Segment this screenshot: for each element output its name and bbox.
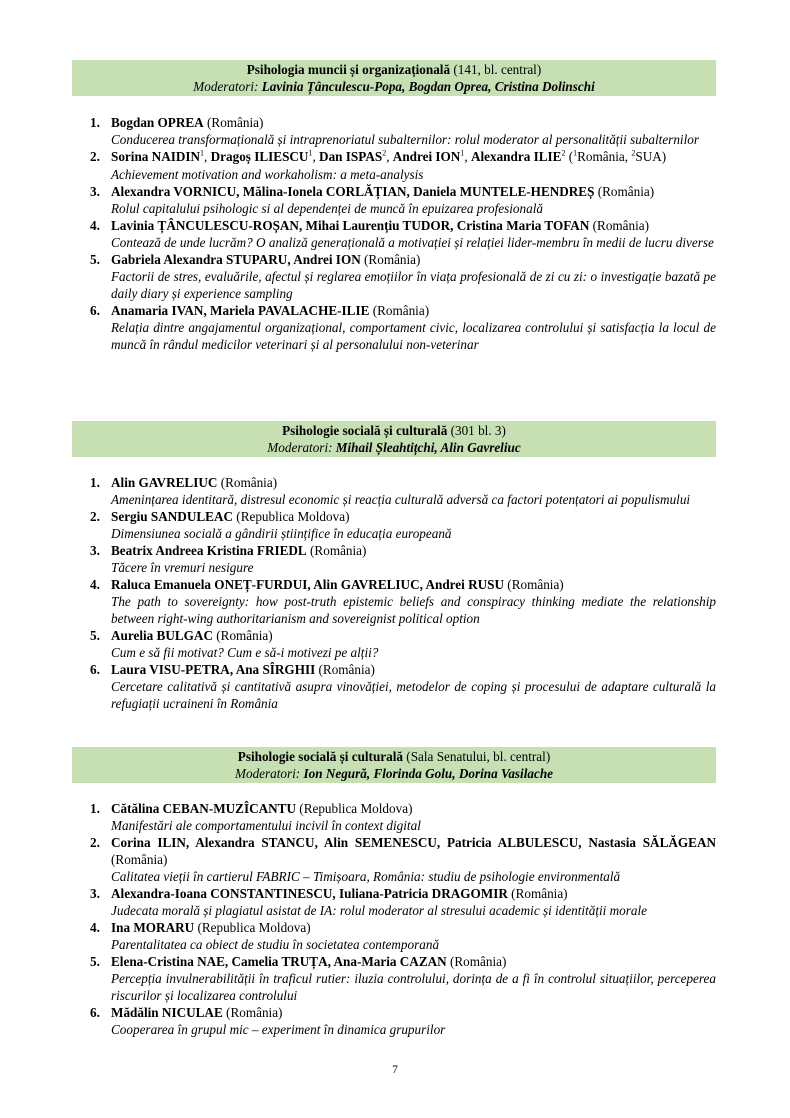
section-title: Psihologie socială și culturală [282,423,448,438]
list-item [72,302,716,353]
item-number: 3. [90,184,100,199]
item-country: (România) [226,1005,283,1020]
section-header [72,747,716,783]
item-country: (România) [207,115,264,130]
presentation-list [72,474,716,712]
item-authors: Sorina NAIDIN$^1$, Dragoș ILIESCU$^1$, Dan ISPAS$^2$, Andrei ION$^1$, Alexandra ILIE$^2$ ($^1$România, $^2$SUA) [111,148,667,164]
item-paper-title: Achievement motivation and workaholism: a meta-analysis [111,167,424,182]
item-paper-title: Rolul capitalului psihologic si al dependenței de muncă în epuizarea profesională [111,201,543,216]
section-work-psychology [72,60,716,353]
item-authors: Alexandra-Ioana CONSTANTINESCU, Iuliana-Patricia DRAGOMIR [111,886,508,901]
item-country: (Republica Moldova) [197,920,311,935]
item-number: 4. [90,920,100,935]
item-paper-title: Calitatea vieții în cartierul FABRIC – Timișoara, România: studiu de psihologie environmentală [111,869,621,884]
item-country: (România) [220,475,278,490]
item-number: 5. [90,628,100,643]
item-number: 6. [90,1005,100,1020]
item-paper-title: Conducerea transformațională și intraprenoriatul subalternilor: rolul moderator al personalității subalternilor [111,132,699,147]
item-paper-title: Tăcere în vremuri nesigure [111,560,254,575]
item-paper-title: Judecata morală și plagiatul asistat de IA: rolul moderator al stresului academic și identității morale [111,903,648,918]
item-number: 2. [90,835,100,850]
item-number: 1. [90,115,100,130]
item-paper-title: The path to sovereignty: how post-truth epistemic beliefs and conspiracy thinking mediate the relationship between right-wing authoritarianism and sovereignist political option [111,594,716,626]
list-item [72,542,716,576]
item-number: 5. [90,954,100,969]
item-authors: Gabriela Alexandra STUPARU, Andrei ION [111,252,361,267]
list-item [72,800,716,834]
item-country: (România) [111,852,168,867]
item-country: (România) [507,577,564,592]
item-country: (România) [310,543,367,558]
item-authors: Anamaria IVAN, Mariela PAVALACHE-ILIE [111,303,370,318]
item-authors: Aurelia BULGAC [111,628,213,643]
section-location: (Sala Senatului, bl. central) [406,749,551,764]
item-paper-title: Relația dintre angajamentul organizațional, comportament civic, localizarea controlului și satisfacția la locul de muncă în rândul medicilor veterinari și al personalului non-veterinar [111,320,716,352]
item-authors: Laura VISU-PETRA, Ana SÎRGHII [111,662,316,677]
section-location: (301 bl. 3) [450,423,506,438]
moderators-names: Ion Negură, Florinda Golu, Dorina Vasilache [303,765,554,781]
item-authors: Mădălin NICULAE [111,1005,223,1020]
item-paper-title: Cercetare calitativă și cantitativă asupra vinovăției, metodelor de coping și procesului de adaptare culturală la refugiații ucraineni în România [111,679,716,711]
item-country: (Republica Moldova) [236,509,350,524]
moderators-names: Lavinia Țânculescu-Popa, Bogdan Oprea, Cristina Dolinschi [261,78,595,94]
presentation-list [72,800,716,1038]
list-item [72,885,716,919]
item-number: 2. [90,149,100,164]
section-header [72,421,716,457]
item-number: 1. [90,801,100,816]
item-number: 2. [90,509,100,524]
item-paper-title: Cooperarea în grupul mic – experiment în dinamica grupurilor [111,1022,446,1037]
list-item [72,953,716,1004]
list-item [72,627,716,661]
item-authors: Bogdan OPREA [111,115,204,130]
moderators-label: Moderatori: [193,78,259,94]
item-authors: Corina ILIN, Alexandra STANCU, Alin SEMENESCU, Patricia ALBULESCU, Nastasia SĂLĂGEAN [111,835,716,850]
list-item [72,576,716,627]
item-authors: Raluca Emanuela ONEȚ-FURDUI, Alin GAVRELIUC, Andrei RUSU [111,577,504,592]
item-authors: Cătălina CEBAN-MUZÎCANTU [111,801,296,816]
section-location: (141, bl. central) [453,62,542,77]
item-number: 3. [90,543,100,558]
item-country: (România) [597,184,655,199]
item-paper-title: Amenințarea identitară, distresul economic și reacția culturală adversă ca factori potențatori ai populismului [111,492,691,507]
item-country: (România) [318,662,375,677]
item-paper-title: Dimensiunea socială a gândirii științifice în educația europeană [111,526,452,541]
list-item [72,474,716,508]
item-paper-title: Manifestări ale comportamentului incivil în context digital [111,818,421,833]
section-social-psychology-301 [72,421,716,712]
moderators-names: Mihail Șleahtițchi, Alin Gavreliuc [335,439,521,455]
list-item [72,114,716,148]
item-authors: Beatrix Andreea Kristina FRIEDL [111,543,307,558]
page-number: 7 [392,1064,398,1076]
section-social-psychology-senate [72,747,716,1038]
item-paper-title: Cum e să fii motivat? Cum e să-i motivezi pe alții? [111,645,379,660]
moderators-label: Moderatori: [267,439,333,455]
item-authors: Alin GAVRELIUC [111,475,218,490]
section-header [72,60,716,96]
item-country: (România) [511,886,568,901]
list-item [72,919,716,953]
item-country: (România) [592,218,650,233]
list-item [72,251,716,302]
list-item [72,183,716,217]
item-paper-title: Parentalitatea ca obiect de studiu în societatea contemporană [111,937,440,952]
item-country: (România) [372,303,430,318]
item-authors: Sergiu SANDULEAC [111,509,233,524]
item-number: 4. [90,577,100,592]
list-item [72,508,716,542]
item-number: 3. [90,886,100,901]
item-authors: Ina MORARU [111,920,195,935]
item-country: (România) [216,628,273,643]
item-authors: Alexandra VORNICU, Mălina-Ionela CORLĂȚIAN, Daniela MUNTELE-HENDREȘ [111,184,595,199]
item-country: (România) [449,954,507,969]
item-country: (Republica Moldova) [299,801,413,816]
item-country: (România) [364,252,421,267]
item-number: 6. [90,303,100,318]
item-paper-title: Factorii de stres, evaluările, afectul și reglarea emoțiilor în viața profesională de zi cu zi: o investigație bazată pe daily diary și experience sampling [111,269,716,301]
item-number: 4. [90,218,100,233]
section-title: Psihologie socială și culturală [237,749,403,764]
item-number: 1. [90,475,100,490]
list-item [72,1004,716,1038]
list-item [72,148,716,183]
item-number: 5. [90,252,100,267]
list-item [72,217,716,251]
section-title: Psihologia muncii și organizațională [246,62,451,77]
presentation-list [72,114,716,353]
item-paper-title: Percepția invulnerabilității în traficul rutier: iluzia controlului, dorința de a fi în controlul situațiilor, perceperea riscurilor și localizarea controlului [111,971,716,1003]
item-number: 6. [90,662,100,677]
item-authors: Elena-Cristina NAE, Camelia TRUȚA, Ana-Maria CAZAN [111,954,447,969]
item-authors: Lavinia ȚÂNCULESCU-ROȘAN, Mihai Laurențiu TUDOR, Cristina Maria TOFAN [111,218,590,233]
item-paper-title: Contează de unde lucrăm? O analiză generațională a motivației și relației lider-membru în medii de lucru diverse [111,235,714,250]
list-item [72,661,716,712]
list-item [72,834,716,885]
moderators-label: Moderatori: [234,765,301,781]
